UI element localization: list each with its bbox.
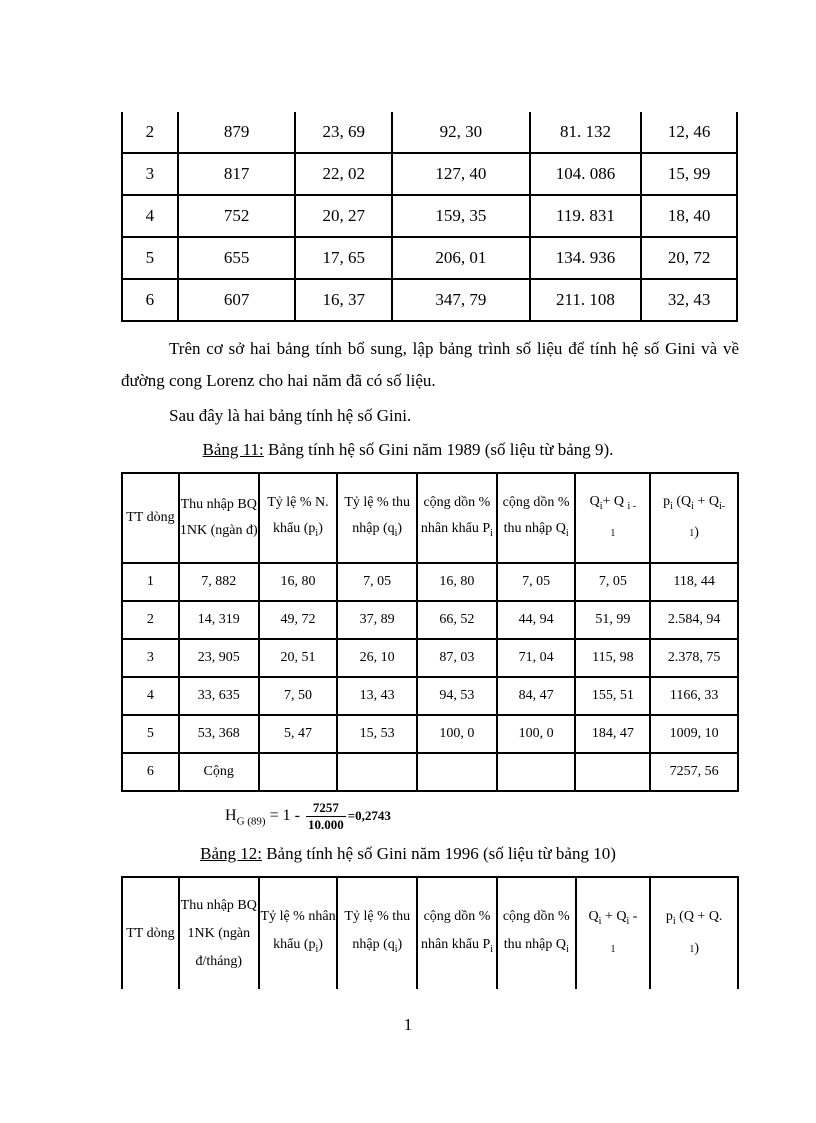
t1-cell: 20, 72 — [641, 237, 737, 279]
t11-cell: 5, 47 — [259, 715, 338, 753]
t1-row — [122, 112, 737, 153]
t11-cell: 23, 905 — [179, 639, 259, 677]
t11-row — [122, 639, 738, 677]
t11-cell: 1009, 10 — [650, 715, 738, 753]
gini-table-1989 — [121, 472, 739, 792]
t1-row — [122, 237, 737, 279]
t11-cell — [497, 753, 576, 791]
gini-table-1996 — [121, 876, 739, 989]
t11-cell: 7, 50 — [259, 677, 338, 715]
t1-cell: 607 — [178, 279, 296, 321]
t1-cell: 5 — [122, 237, 178, 279]
t11-cell — [575, 753, 650, 791]
t11-cell: 2 — [122, 601, 179, 639]
t1-cell: 879 — [178, 112, 296, 153]
t11-cell: 3 — [122, 639, 179, 677]
t11-cell: 51, 99 — [575, 601, 650, 639]
t11-cell: 49, 72 — [259, 601, 338, 639]
t11-cell: 6 — [122, 753, 179, 791]
table11-caption-text: Bảng tính hệ số Gini năm 1989 (số liệu từ bảng 9). — [263, 440, 614, 459]
t11-cell: 15, 53 — [337, 715, 417, 753]
table12-header-row — [122, 877, 738, 989]
header-income: Thu nhập BQ 1NK (ngàn đ/tháng) — [179, 877, 259, 989]
t1-cell: 32, 43 — [641, 279, 737, 321]
t11-cell: 87, 03 — [417, 639, 497, 677]
t1-row — [122, 195, 737, 237]
t11-cell: 100, 0 — [497, 715, 576, 753]
header-p-times-q: $p_i$ ($Q_i + Q_{i-}$ 1) — [650, 473, 738, 563]
t11-cell: 1 — [122, 563, 179, 601]
t11-cell: 16, 80 — [259, 563, 338, 601]
t11-cell — [259, 753, 338, 791]
t11-cell: 100, 0 — [417, 715, 497, 753]
t11-cell: 94, 53 — [417, 677, 497, 715]
t11-cell: 2.378, 75 — [650, 639, 738, 677]
t1-cell: 159, 35 — [392, 195, 530, 237]
t1-cell: 22, 02 — [295, 153, 392, 195]
t11-cell: 7, 05 — [337, 563, 417, 601]
gini-formula-1989: $H_{G (89)} = 1$ - $\frac{7257}{10.000}$ =0,2743 — [225, 800, 391, 832]
t11-cell: 4 — [122, 677, 179, 715]
header-population-share: Tỷ lệ % N. khẩu $(p_i)$ — [259, 473, 338, 563]
t11-cell — [417, 753, 497, 791]
page-number: 1 — [403, 1015, 413, 1034]
t11-cell: 2.584, 94 — [650, 601, 738, 639]
t11-cell: 66, 52 — [417, 601, 497, 639]
t11-row — [122, 677, 738, 715]
header-cum-population: cộng dồn % nhân khẩu $P_i$ — [417, 473, 497, 563]
header-tt: TT dòng — [122, 473, 179, 563]
t11-cell — [337, 753, 417, 791]
t1-cell: 134. 936 — [530, 237, 642, 279]
table12-caption-text: Bảng tính hệ số Gini năm 1996 (số liệu từ bảng 10) — [261, 844, 616, 863]
t11-cell: 20, 51 — [259, 639, 338, 677]
t1-cell: 206, 01 — [392, 237, 530, 279]
t1-cell: 23, 69 — [295, 112, 392, 153]
t11-cell: 155, 51 — [575, 677, 650, 715]
t1-cell: 4 — [122, 195, 178, 237]
t1-row — [122, 153, 737, 195]
t11-cell: 7, 05 — [575, 563, 650, 601]
t11-cell: 37, 89 — [337, 601, 417, 639]
t1-cell: 347, 79 — [392, 279, 530, 321]
header-cum-income: cộng dồn % thu nhập $Q_i$ — [497, 877, 576, 989]
t11-cell: 115, 98 — [575, 639, 650, 677]
t11-row — [122, 563, 738, 601]
t1-cell: 127, 40 — [392, 153, 530, 195]
t11-cell: 84, 47 — [497, 677, 576, 715]
t11-cell: 16, 80 — [417, 563, 497, 601]
t1-cell: 3 — [122, 153, 178, 195]
t1-cell: 81. 132 — [530, 112, 642, 153]
t11-cell: 118, 44 — [650, 563, 738, 601]
header-tt: TT dòng — [122, 877, 179, 989]
t1-cell: 104. 086 — [530, 153, 642, 195]
t11-cell: 33, 635 — [179, 677, 259, 715]
paragraph-next: Sau đây là hai bảng tính hệ số Gini. — [169, 406, 412, 425]
table11-caption — [0, 440, 816, 460]
t11-row — [122, 601, 738, 639]
t1-cell: 2 — [122, 112, 178, 153]
t11-cell: 14, 319 — [179, 601, 259, 639]
t1-cell: 18, 40 — [641, 195, 737, 237]
paragraph-intro: Trên cơ sở hai bảng tính bổ sung, lập bảng trình số liệu để tính hệ số Gini và về đường cong Lorenz cho hai năm đã có số liệu. — [121, 339, 739, 390]
header-q-sum: $Q_i + Q_i$ - 1 — [576, 877, 651, 989]
t1-cell: 119. 831 — [530, 195, 642, 237]
t11-cell: 53, 368 — [179, 715, 259, 753]
t1-cell: 6 — [122, 279, 178, 321]
t1-cell: 752 — [178, 195, 296, 237]
t11-cell: 13, 43 — [337, 677, 417, 715]
t1-row — [122, 279, 737, 321]
t1-cell: 92, 30 — [392, 112, 530, 153]
t11-cell: 44, 94 — [497, 601, 576, 639]
t11-cell: 26, 10 — [337, 639, 417, 677]
t11-cell: 1166, 33 — [650, 677, 738, 715]
t1-cell: 17, 65 — [295, 237, 392, 279]
t11-cell: Cộng — [179, 753, 259, 791]
t11-cell: 7, 882 — [179, 563, 259, 601]
t1-cell: 20, 27 — [295, 195, 392, 237]
header-income-share: Tỷ lệ % thu nhập $(q_i)$ — [337, 877, 417, 989]
t1-cell: 15, 99 — [641, 153, 737, 195]
t11-cell: 7, 05 — [497, 563, 576, 601]
header-p-times-q: $p_i$ (Q + Q. 1) — [650, 877, 738, 989]
t11-cell: 71, 04 — [497, 639, 576, 677]
header-q-sum: $Q_i+ Q$ $_{i -}$ 1 — [575, 473, 650, 563]
t1-cell: 817 — [178, 153, 296, 195]
t1-cell: 211. 108 — [530, 279, 642, 321]
table11-header-row — [122, 473, 738, 563]
header-population-share: Tỷ lệ % nhân khẩu $(p_i)$ — [259, 877, 338, 989]
t1-cell: 12, 46 — [641, 112, 737, 153]
header-cum-population: cộng dồn % nhân khẩu $P_i$ — [417, 877, 497, 989]
header-income: Thu nhập BQ 1NK (ngàn đ) — [179, 473, 259, 563]
t1-cell: 16, 37 — [295, 279, 392, 321]
t11-cell: 184, 47 — [575, 715, 650, 753]
t11-row — [122, 715, 738, 753]
header-income-share: Tỷ lệ % thu nhập $(q_i)$ — [337, 473, 417, 563]
t1-cell: 655 — [178, 237, 296, 279]
t11-cell: 5 — [122, 715, 179, 753]
table12-caption-label: Bảng 12: — [200, 844, 262, 863]
table11-caption-label: Bảng 11: — [202, 440, 264, 459]
t11-row — [122, 753, 738, 791]
formula-fraction: $\frac{7257}{10.000}$ — [307, 800, 344, 832]
continued-table — [121, 112, 738, 322]
t11-cell: 7257, 56 — [650, 753, 738, 791]
table12-caption — [0, 844, 816, 864]
header-cum-income: cộng dồn % thu nhập $Q_i$ — [497, 473, 576, 563]
